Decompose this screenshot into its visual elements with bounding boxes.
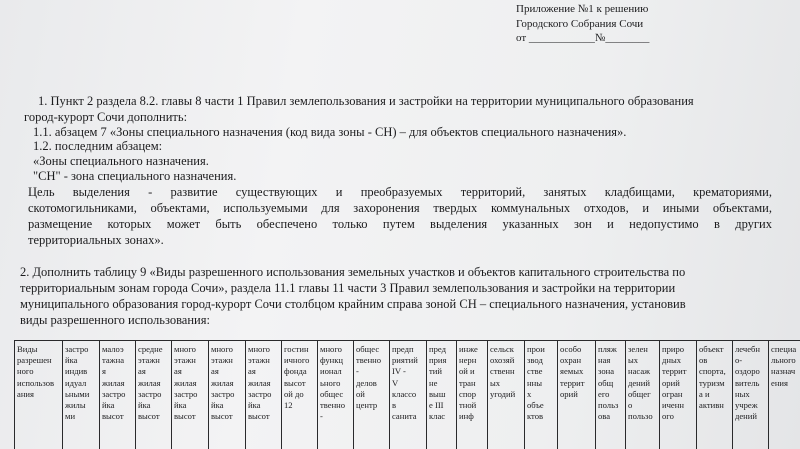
column-header: объект ов спорта, туризм а и активн — [697, 341, 733, 449]
section1-line-8: скотомогильниками, объектами, используемыми для захоронения твердых коммунальных отходов, и иными объектами, — [28, 201, 772, 215]
section1-line-5: «Зоны специального назначения. — [33, 154, 209, 168]
section1-line-10: территориальных зонах». — [28, 233, 164, 247]
section1-line-3: 1.1. абзацем 7 «Зоны специального назначения (код вида зоны - СН) – для объектов специального назначения». — [33, 125, 627, 139]
attachment-header — [516, 2, 649, 46]
column-header: много этажн ая жилая застро йка высот — [172, 341, 209, 449]
column-header: застро йка индив идуал ьными жилы ми — [63, 341, 100, 449]
section1-line-6: "СН" - зона специального назначения. — [33, 169, 237, 183]
column-header: общес твенно - делов ой центр — [354, 341, 390, 449]
column-header: гостин ичного фонда высот ой до 12 — [282, 341, 318, 449]
land-use-table — [14, 340, 800, 449]
column-header: приро дных террит орий огран иченн ого — [660, 341, 697, 449]
attachment-line-2: Городского Собрания Сочи — [516, 17, 644, 30]
section2-line-2: территориальным зонам города Сочи», раздела 11.1 главы 11 части 3 Правил землепользования и застройки на территории — [20, 281, 676, 295]
column-header: инже нерн ой и тран спор тной инф — [457, 341, 488, 449]
section1-line-9: размещение которых может быть обеспечено только путем выделения указанных зон и недопустимо в других — [28, 217, 772, 231]
column-header: предп риятий IV - V классо в санита — [390, 341, 427, 449]
column-header: средне этажн ая жилая застро йка высот — [136, 341, 172, 449]
column-header: прои звод стве нны х объе ктов — [525, 341, 558, 449]
section1-line-1: 1. Пункт 2 раздела 8.2. главы 8 части 1 Правил землепользования и застройки на территории муниципального образования — [38, 94, 694, 108]
column-header: лечебн о- оздоро витель ных учреж дений — [733, 341, 769, 449]
column-header: много функц ионал ьного общес твенно - — [318, 341, 354, 449]
table-header-row — [15, 341, 800, 449]
column-header: Виды разрешен ного использов ания — [15, 341, 63, 449]
column-header: специа льного назнач ения — [769, 341, 800, 449]
column-header: сельск охозяй ственн ых угодий — [488, 341, 525, 449]
column-header: зелен ых насаж дений общег о пользо — [626, 341, 660, 449]
column-header: малоэ тажна я жилая застро йка высот — [100, 341, 136, 449]
section1-line-2: город-курорт Сочи дополнить: — [24, 110, 188, 124]
column-header: много этажн ая жилая застро йка высот — [209, 341, 246, 449]
attachment-line-3: от ____________№________ — [516, 32, 650, 44]
column-header: пред прия тий не выш е III клас — [427, 341, 457, 449]
attachment-line-1: Приложение №1 к решению — [516, 3, 649, 15]
section2-line-3: муниципального образования город-курорт Сочи столбцом крайним справа зоной СН – специального назначения, установив — [20, 297, 686, 311]
section1-line-4: 1.2. последним абзацем: — [33, 139, 163, 153]
section1-line-7: Цель выделения - развитие существующих и преобразуемых территорий, занятых кладбищами, крематориями, — [28, 185, 772, 199]
column-header: много этажн ая жилая застро йка высот — [246, 341, 282, 449]
section2-line-4: виды разрешенного использования: — [20, 313, 210, 327]
column-header: особо охран яемых террит орий — [558, 341, 596, 449]
section2-line-1: 2. Дополнить таблицу 9 «Виды разрешенного использования земельных участков и объектов капитального строительства по — [20, 265, 686, 279]
column-header: пляж ная зона общ его польз ова — [596, 341, 626, 449]
